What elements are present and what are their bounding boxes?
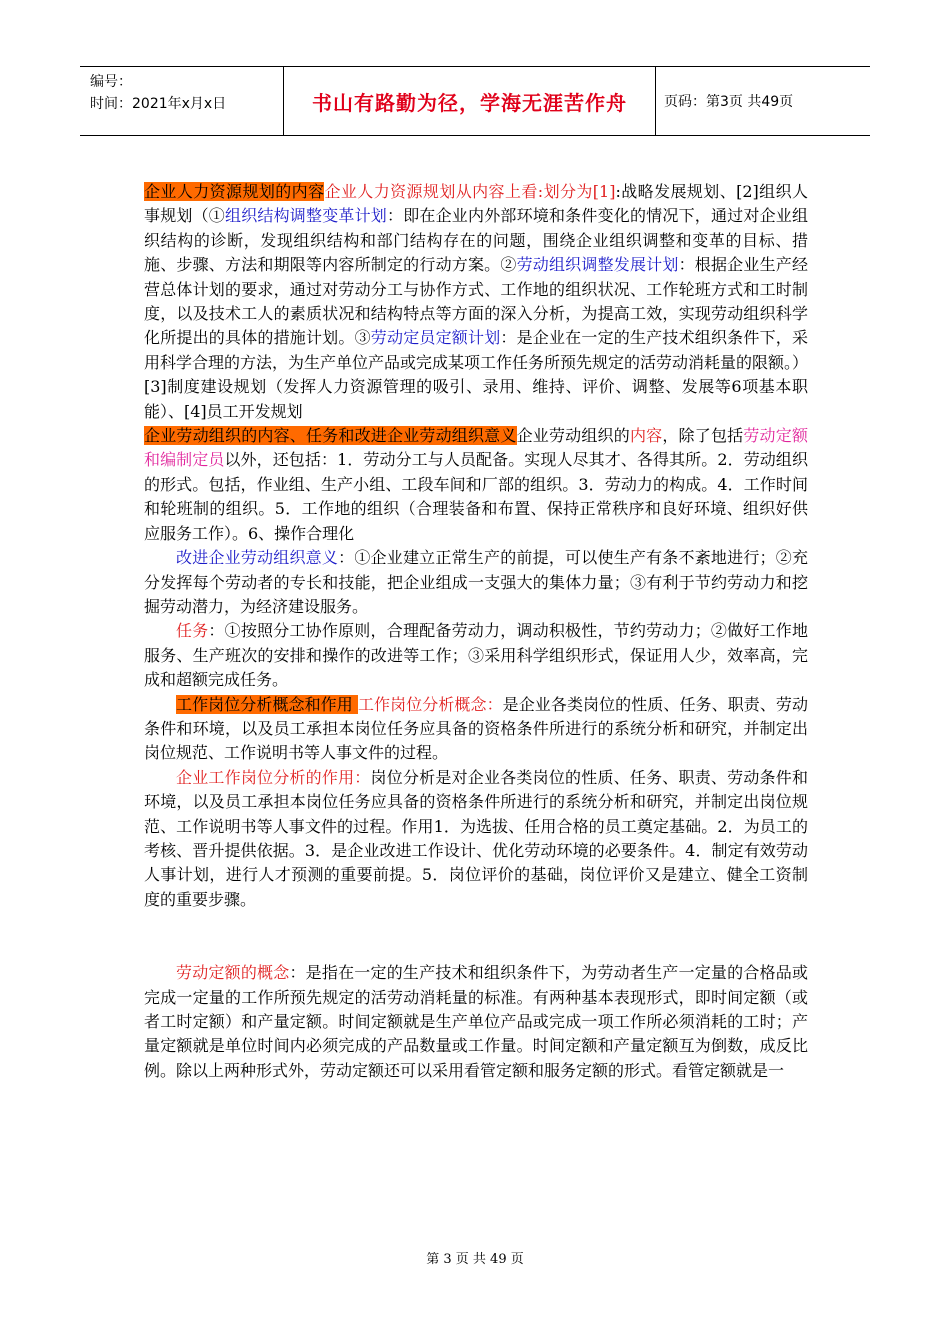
header-meta <box>80 67 284 135</box>
header-page-number: 页码：第3页 共49页 <box>664 94 794 110</box>
body-text: 企业劳动组织的 <box>516 426 630 446</box>
section-heading: 企业人力资源规划的内容 <box>144 182 325 201</box>
body-text: ：是企业在一定的生产技术组织条件下，采用科学合理的方法，为生产单位产品或完成某项工作任务所预先规定的活劳动消耗量的限额。）[3]制度建设规划（发挥人力资源管理的吸引、录用、维持、评价、调整、发展等6项基本职能）、[4]员工开发规划 <box>144 328 809 421</box>
page-header <box>80 66 870 136</box>
document-number: 编号： <box>90 74 132 90</box>
body-text: ：根据企业生产经营总体计划的要求，通过对劳动分工与协作方式、工作地的组织状况、工作轮班方式和工时制度，以及技术工人的素质状况和结构特点等方面的深入分析，为提高工效，实现劳动组织科学化所提出的具体的措施计划。③ <box>144 255 808 348</box>
term-highlight: 劳动定额的概念 <box>176 963 290 983</box>
page-footer: 第 3 页 共 49 页 <box>426 1252 524 1267</box>
body-text: ：①企业建立正常生产的前提，可以使生产有条不紊地进行；②充分发挥每个劳动者的专长和技能，把企业组成一支强大的集体力量；③有利于节约劳动力和挖掘劳动潜力，为经济建设服务。 <box>144 548 808 616</box>
section-heading: 企业劳动组织的内容、任务和改进企业劳动组织意义 <box>144 426 517 446</box>
section-lead: 企业人力资源规划从内容上看:划分为[1] <box>324 182 616 201</box>
term-highlight: 改进企业劳动组织意义 <box>176 548 339 568</box>
term-highlight: 企业工作岗位分析的作用： <box>176 767 371 787</box>
body-text: 是企业各类岗位的性质、任务、职责、劳动条件和环境，以及员工承担本岗位任务应具备的资格条件所进行的系统分析和研究，并制定出岗位规范、工作说明书等人事文件的过程。 <box>144 694 808 763</box>
body-text: :战略发展规划、[2]组织人事规划（① <box>144 182 808 226</box>
paragraph-significance <box>144 546 808 619</box>
header-motto: 书山有路勤为径，学海无涯苦作舟 <box>312 90 627 115</box>
term-highlight: 组织结构调整变革计划 <box>225 206 387 226</box>
section-heading: 工作岗位分析概念和作用 <box>176 694 358 714</box>
section-labor-quota <box>144 961 808 1083</box>
term-highlight: 劳动定员定额计划 <box>370 328 501 348</box>
body-text: ：①按照分工协作原则，合理配备劳动力，调动积极性，节约劳动力；②做好工作地服务、生产班次的安排和操作的改进等工作；③采用科学组织形式，保证用人少，效率高，完成和超额完成任务。 <box>144 621 808 690</box>
body-text: 岗位分析是对企业各类岗位的性质、任务、职责、劳动条件和环境，以及员工承担本岗位任务应具备的资格条件所进行的系统分析和研究，并制定出岗位规范、工作说明书等人事文件的过程。作用1．为选拔、任用合格的员工奠定基础。2．为员工的考核、晋升提供依据。3．是企业改进工作设计、优化劳动环境的必要条件。4．制定有效劳动人事计划，进行人才预测的重要前提。5．岗位评价的基础，岗位评价又是建立、健全工资制度的重要步骤。 <box>144 767 808 909</box>
header-page-cell <box>656 67 870 135</box>
term-highlight: 工作岗位分析概念： <box>357 694 503 714</box>
body-text: ，除了包括 <box>662 426 744 446</box>
header-motto-cell <box>284 67 656 135</box>
term-highlight: 劳动组织调整发展计划 <box>516 255 679 275</box>
section-labor-organization <box>144 424 808 546</box>
spacer <box>144 912 808 961</box>
document-body <box>144 180 808 1083</box>
paragraph-job-analysis-role <box>144 766 808 912</box>
document-date: 时间：2021年x月x日 <box>90 96 227 112</box>
paragraph-tasks <box>144 619 808 692</box>
section-job-analysis <box>144 693 808 766</box>
body-text: 以外，还包括：1．劳动分工与人员配备。实现人尽其才、各得其所。2．劳动组织的形式。包括，作业组、生产小组、工段车间和厂部的组织。3．劳动力的构成。4．工作时间和轮班制的组织。5．工作地的组织（合理装备和布置、保持正常秩序和良好环境、组织好供应服务工作）。6、操作合理化 <box>144 450 808 543</box>
term-highlight: 任务 <box>176 621 209 641</box>
section-hr-planning <box>144 180 808 424</box>
body-text: ：即在企业内外部环境和条件变化的情况下，通过对企业组织结构的诊断，发现组织结构和部门结构存在的问题，围绕企业组织调整和变革的目标、措施、步骤、方法和期限等内容所制定的行动方案。② <box>144 206 808 275</box>
term-highlight: 内容 <box>629 426 663 446</box>
body-text: ：是指在一定的生产技术和组织条件下，为劳动者生产一定量的合格品或完成一定量的工作所预先规定的活劳动消耗量的标准。有两种基本表现形式，即时间定额（或者工时定额）和产量定额。时间定额就是生产单位产品或完成一项工作所必须消耗的工时；产量定额就是单位时间内必须完成的产品数量或工作量。时间定额和产量定额互为倒数，成反比例。除以上两种形式外，劳动定额还可以采用看管定额和服务定额的形式。看管定额就是一 <box>144 963 808 1080</box>
term-highlight: 劳动定额和编制定员 <box>144 426 808 470</box>
